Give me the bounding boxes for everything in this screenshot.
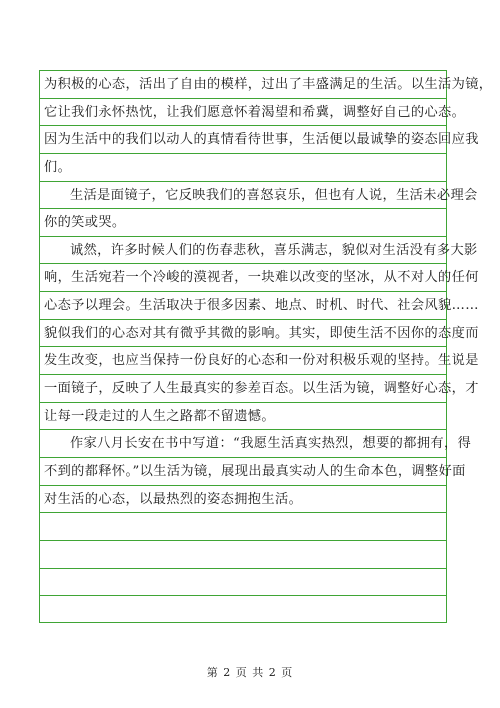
page-footer: 第 2 页 共 2 页 [206,666,294,679]
essay-line: 它让我们永怀热忱，让我们愿意怀着渴望和希冀，调整好自己的心态。 [40,98,446,126]
essay-line [40,540,446,568]
essay-line: 你的笑或哭。 [40,208,446,236]
essay-line: 让每一段走过的人生之路都不留遗憾。 [40,402,446,430]
essay-line: 作家八月长安在书中写道：“我愿生活真实热烈，想要的都拥有，得 [40,429,446,457]
essay-line: 一面镜子，反映了人生最真实的参差百态。以生活为镜，调整好心态，才 [40,374,446,402]
essay-line: 生活是面镜子，它反映我们的喜怒哀乐，但也有人说，生活未必理会 [40,181,446,209]
essay-line: 因为生活中的我们以动人的真情看待世事，生活便以最诚挚的姿态回应我 [40,125,446,153]
essay-line: 不到的都释怀。”以生活为镜，展现出最真实动人的生命本色，调整好面 [40,457,446,485]
essay-line: 对生活的心态，以最热烈的姿态拥抱生活。 [40,485,446,513]
essay-line [40,595,446,623]
essay-line [40,568,446,596]
essay-line: 们。 [40,153,446,181]
essay-line: 发生改变，也应当保持一份良好的心态和一份对积极乐观的坚持。生说是 [40,346,446,374]
essay-line: 诚然，许多时候人们的伤春悲秋，喜乐满志，貌似对生活没有多大影 [40,236,446,264]
essay-line: 貌似我们的心态对其有微乎其微的影响。其实，即使生活不因你的态度而 [40,319,446,347]
lined-paper [39,70,493,623]
essay-line: 心态予以理会。生活取决于很多因素、地点、时机、时代、社会风貌…… [40,291,446,319]
essay-line: 响，生活宛若一个冷峻的漠视者，一块难以改变的坚冰，从不对人的任何 [40,263,446,291]
essay-line [40,512,446,540]
essay-line: 为积极的心态，活出了自由的模样，过出了丰盛满足的生活。以生活为镜， [40,70,446,98]
